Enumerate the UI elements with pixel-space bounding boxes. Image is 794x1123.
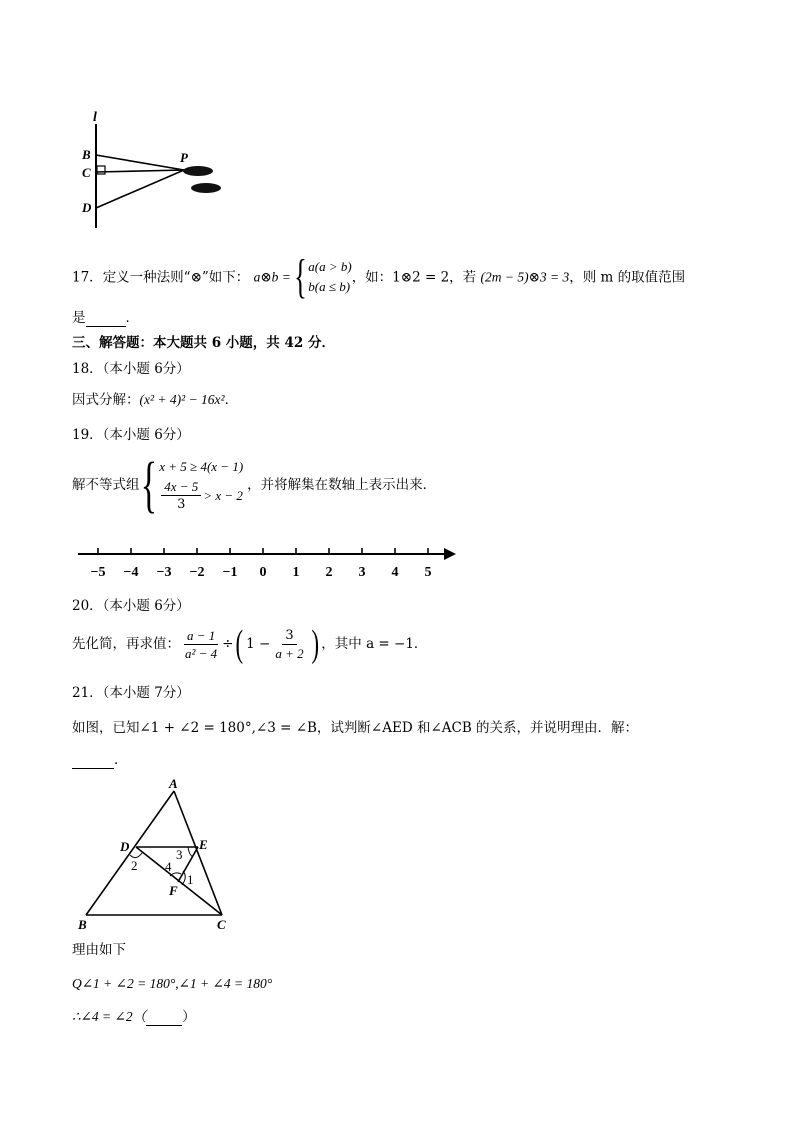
q19-ineq2-rhs: > x − 2 bbox=[203, 487, 243, 503]
q20-f1-num: a − 1 bbox=[184, 627, 218, 645]
q20-header: 20．（本小题 6分） bbox=[72, 598, 190, 614]
number-line-tick-label: 3 bbox=[358, 565, 366, 580]
number-line-tick-label: −5 bbox=[90, 565, 106, 580]
segment-DP bbox=[96, 170, 184, 208]
q17-example: ，如：1⊗2 = 2，若 bbox=[351, 269, 477, 286]
q21-blank-end: ． bbox=[114, 752, 128, 768]
number-line-tick-label: −1 bbox=[222, 565, 238, 580]
number-line-tick-label: 1 bbox=[292, 565, 300, 580]
q20-f1-den: a² − 4 bbox=[185, 645, 218, 661]
q19-suffix: ，并将解集在数轴上表示出来． bbox=[247, 476, 437, 493]
q21-step2-end: ） bbox=[182, 1009, 196, 1025]
answer-blank-21-reason[interactable] bbox=[146, 1011, 182, 1026]
q20-prompt: 先化简，再求值： bbox=[72, 636, 180, 652]
figure-21 bbox=[74, 775, 234, 935]
q18-expr: (x² + 4)² − 16x² bbox=[139, 392, 225, 407]
angle-arc-2 bbox=[130, 853, 142, 858]
q21-header: 21．（本小题 7分） bbox=[72, 685, 190, 701]
q18-header: 18．（本小题 6分） bbox=[72, 361, 190, 377]
number-line-arrow bbox=[444, 548, 456, 560]
label-D: D bbox=[82, 200, 92, 215]
number-line-tick-label: 2 bbox=[325, 565, 333, 580]
label-l: l bbox=[93, 110, 97, 125]
q17-suffix: ，则 m 的取值范围 bbox=[569, 269, 686, 286]
q21-step1: Q∠1 + ∠2 = 180°,∠1 + ∠4 = 180° bbox=[72, 976, 273, 991]
segment-BP bbox=[96, 155, 184, 170]
segment-CP bbox=[96, 170, 184, 172]
answer-blank-17[interactable] bbox=[86, 312, 126, 327]
q19-ineq2-num: 4x − 5 bbox=[161, 478, 201, 496]
angle-label-3: 3 bbox=[176, 847, 183, 862]
section-3-title: 三、解答题：本大题共 6 小题，共 42 分． bbox=[72, 335, 335, 351]
right-angle-mark bbox=[97, 166, 105, 174]
q21-statement: 如图，已知∠1 + ∠2 = 180°,∠3 = ∠B，试判断∠AED 和∠ACB 的关系，并说明理由．解： bbox=[72, 720, 639, 736]
q19-ineq1: x + 5 ≥ 4(x − 1) bbox=[159, 459, 244, 474]
q21-reason-heading: 理由如下 bbox=[72, 942, 126, 958]
question-19 bbox=[72, 450, 437, 519]
q21-step2-line bbox=[72, 1008, 196, 1026]
q20-suffix: ，其中 a = −1． bbox=[321, 636, 428, 652]
q19-header: 19．（本小题 6分） bbox=[72, 427, 190, 443]
q17-condition: (2m − 5)⊗3 = 3 bbox=[480, 269, 570, 285]
q17-case2: b(a ≤ b) bbox=[308, 279, 351, 294]
q20-one-minus: 1 − bbox=[246, 636, 271, 652]
label-C: C bbox=[217, 917, 226, 932]
figure-16 bbox=[76, 108, 226, 233]
redaction-mark bbox=[183, 166, 213, 176]
q20-f2-den: a + 2 bbox=[275, 645, 304, 661]
q19-system: { x + 5 ≥ 4(x − 1) $\frac{4x - 5}{3}$ > x − 2 bbox=[140, 450, 244, 519]
number-line-tick-label: −2 bbox=[189, 565, 205, 580]
angle-label-4: 4 bbox=[165, 859, 172, 874]
label-F: F bbox=[169, 883, 178, 898]
label-E: E bbox=[199, 837, 208, 852]
label-P: P bbox=[180, 150, 188, 165]
redaction-mark bbox=[191, 183, 221, 193]
q18-end: ． bbox=[224, 392, 239, 408]
angle-label-1: 1 bbox=[187, 872, 194, 887]
number-line-tick-label: 0 bbox=[259, 565, 267, 580]
label-C: C bbox=[82, 165, 91, 180]
question-17-line2 bbox=[72, 309, 139, 327]
q18-prompt: 因式分解： bbox=[72, 392, 140, 408]
q19-prompt: 解不等式组 bbox=[72, 476, 140, 493]
number-line-tick-label: 4 bbox=[391, 565, 399, 580]
answer-blank-21[interactable] bbox=[72, 754, 114, 769]
question-18 bbox=[72, 391, 238, 409]
label-B: B bbox=[78, 917, 87, 932]
label-B: B bbox=[82, 147, 91, 162]
angle-label-2: 2 bbox=[131, 858, 138, 873]
q17-prefix: 定义一种法则“⊗”如下： bbox=[102, 269, 250, 286]
q17-line2: 是 bbox=[72, 310, 86, 326]
q17-number: 17． bbox=[72, 269, 103, 286]
segment-AB bbox=[86, 791, 174, 915]
number-line-tick-label: −4 bbox=[123, 565, 139, 580]
question-21-line2 bbox=[72, 751, 128, 769]
q17-case1: a(a > b) bbox=[308, 259, 352, 274]
q17-lhs: a⊗b = bbox=[253, 269, 291, 285]
number-line-tick-label: −3 bbox=[156, 565, 172, 580]
label-D: D bbox=[120, 839, 130, 854]
number-line-tick-label: 5 bbox=[424, 565, 432, 580]
question-17 bbox=[72, 250, 686, 303]
q21-step2: ∴∠4 = ∠2（ bbox=[72, 1009, 147, 1024]
question-20: 先化简，再求值： $\frac{a - 1}{\text{a² − 4}}$ ÷ ( 1 − $\frac{3}{a + 2}$ ) ，其中 a = −1． bbox=[72, 623, 428, 665]
label-A: A bbox=[169, 776, 178, 791]
q20-f2-num: 3 bbox=[282, 627, 296, 645]
q17-piecewise: { a(a > b) b(a ≤ b) bbox=[294, 250, 352, 303]
q20-div: ÷ bbox=[222, 636, 234, 652]
number-line bbox=[74, 542, 458, 582]
q17-end: ． bbox=[125, 310, 139, 326]
q19-ineq2-den: 3 bbox=[177, 497, 186, 512]
